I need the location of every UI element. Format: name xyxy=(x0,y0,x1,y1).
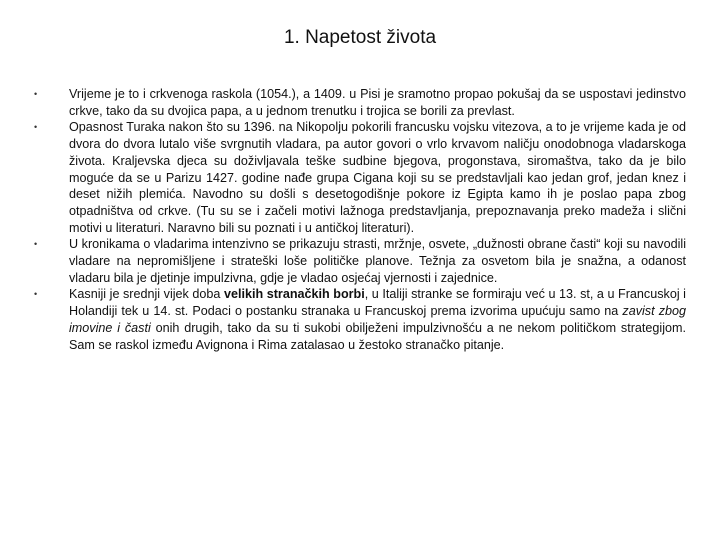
bullet-text-part-1: Kasniji je srednji vijek doba xyxy=(69,287,224,302)
bullet-text: U kronikama o vladarima intenzivno se prikazuju strasti, mržnje, osvete, „dužnosti obrane časti“ koji su navodili vladare na nepromišljene i strateški loše političke planove. Težnja za osvetom bila je snažna, a odanost vladaru bila je djetinje impulzivna, gdje je vladao osjećaj vjernosti i zajednice. xyxy=(69,237,686,285)
slide-title: 1. Napetost života xyxy=(283,27,437,48)
bullet-dot-icon: • xyxy=(34,89,38,99)
bullet-item-church-schism xyxy=(34,86,686,119)
bullet-item-chronicles xyxy=(34,236,686,286)
bullet-text-italic: zavist zbog imovine i časti xyxy=(69,304,686,335)
bullet-text-part-2: , u Italiji stranke se formiraju već u 13. st, a u Francuskoj i Holandiji tek u 14. st. Podaci o postanku stranaka u Francuskoj prema izvorima upućuju samo na xyxy=(69,287,686,319)
bullet-text-bold: velikih stranačkih borbi xyxy=(223,287,365,302)
bullet-text-part-3: onih drugih, tako da su ti sukobi obilježeni impulzivnošću a ne nekom političkom strategijom. Sam se raskol između Avignona i Rima zatalasao u žestoko stranačko pitanje. xyxy=(69,320,686,352)
bullet-text: Opasnost Turaka nakon što su 1396. na Nikopolju pokorili francusku vojsku vitezova, a to je vrijeme kada je od dvora do dvora lutalo više svrgnutih vladara, pa autor govori o vrlo krvavom naličju onodobnoga vladarskoga života. Kraljevska djeca su doživljavala teške sudbine bjegova, progonstava, siromaštva, tako da je bilo moguće da se u Parizu 1427. godine nađe grupa Cigana koji su se predstavljali kao jedan grof, jedan knez i deset nižih plemića. Navodno su došli s desetogodišnje pokore iz Egipta kamo ih je poslao papa zbog otpadništva od crkve. (Tu su se i začeli motivi lažnoga predstavljanja, prepoznavanja preko madeža i slični motivi u literaturi. Naravno bili su poznati i u antičkoj literaturi). xyxy=(69,120,686,235)
bullet-dot-icon: • xyxy=(34,289,38,300)
bullet-text: Vrijeme je to i crkvenoga raskola (1054.), a 1409. u Pisi je sramotno propao pokušaj da se uspostavi jedinstvo crkve, tako da su dvojica papa, a u jednom trenutku i trojica se borili za prevlast. xyxy=(69,87,686,118)
bullet-dot-icon: • xyxy=(34,122,38,133)
bullet-list xyxy=(34,86,686,353)
bullet-item-party-struggles xyxy=(34,286,686,353)
bullet-item-turkish-threat xyxy=(34,119,686,236)
bullet-dot-icon: • xyxy=(34,239,38,250)
